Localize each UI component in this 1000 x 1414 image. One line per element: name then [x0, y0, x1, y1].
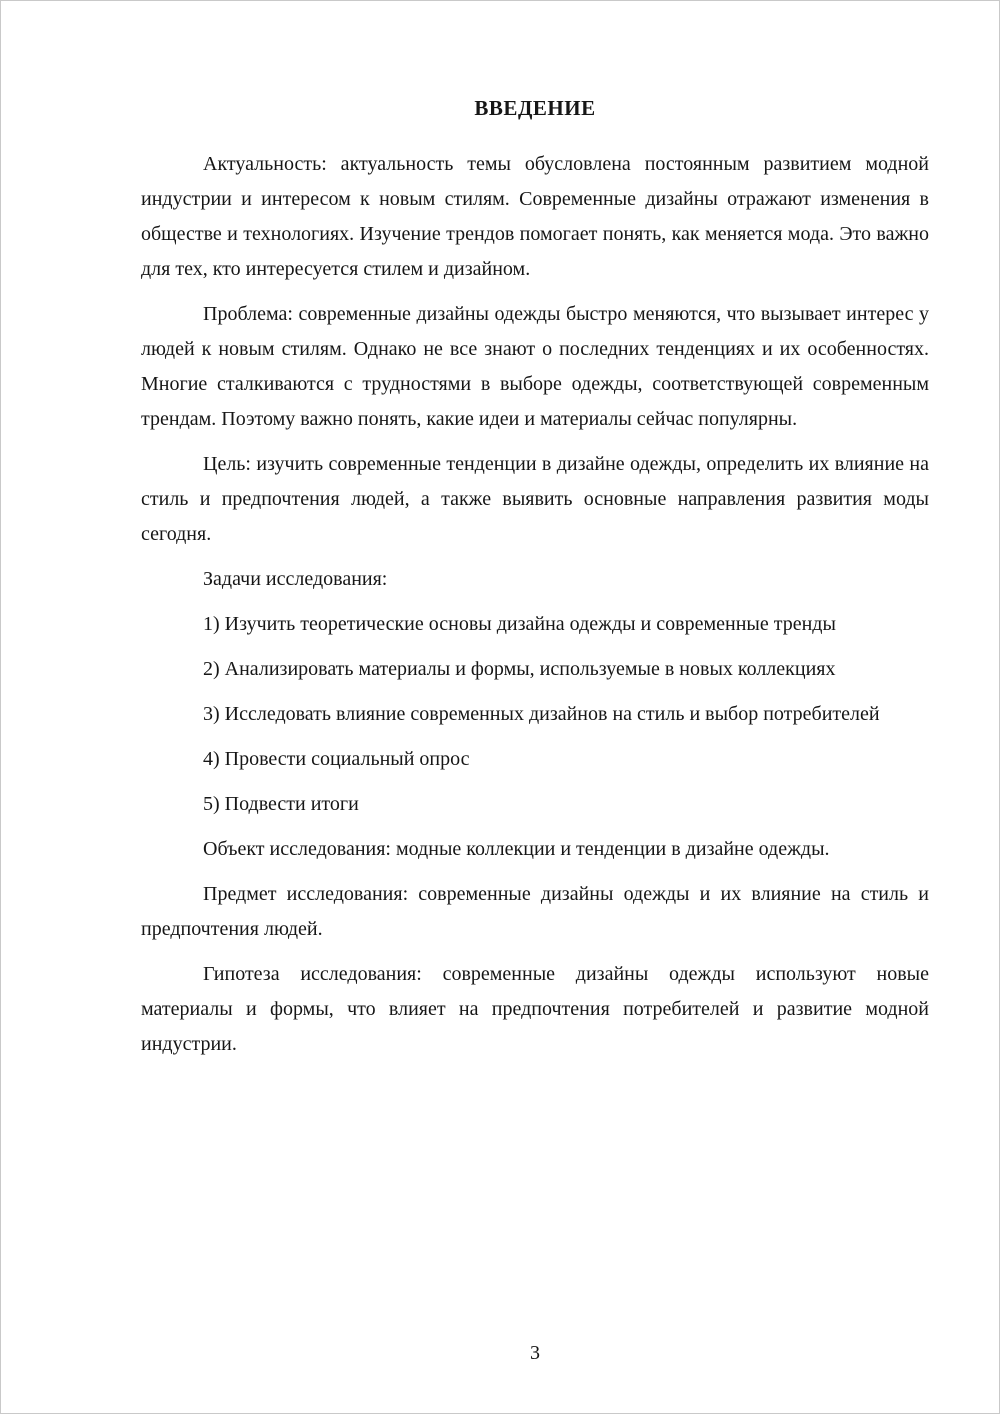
paragraph-relevance: Актуальность: актуальность темы обусловлена постоянным развитием модной индустрии и интересом к новым стилям. Современные дизайны отражают изменения в обществе и технологиях. Изучение трендов помогает понять, как меняется мода. Это важно для тех, кто интересуется стилем и дизайном.: [141, 153, 929, 280]
document-content: [1, 1, 999, 1062]
task-list-item-2: 2) Анализировать материалы и формы, используемые в новых коллекциях: [203, 658, 836, 680]
section-title: ВВЕДЕНИЕ: [474, 96, 596, 120]
task-list-item-4: 4) Провести социальный опрос: [203, 748, 470, 770]
paragraph-goal: Цель: изучить современные тенденции в дизайне одежды, определить их влияние на стиль и предпочтения людей, а также выявить основные направления развития моды сегодня.: [141, 453, 929, 545]
paragraph-problem: Проблема: современные дизайны одежды быстро меняются, что вызывает интерес у людей к новым стилям. Однако не все знают о последних тенденциях и их особенностях. Многие сталкиваются с трудностями в выборе одежды, соответствующей современным трендам. Поэтому важно понять, какие идеи и материалы сейчас популярны.: [141, 303, 929, 430]
task-list-item-3: 3) Исследовать влияние современных дизайнов на стиль и выбор потребителей: [203, 703, 880, 725]
paragraph-tasks-heading: Задачи исследования:: [203, 568, 388, 590]
paragraph-hypothesis: Гипотеза исследования: современные дизайны одежды используют новые материалы и формы, что влияет на предпочтения потребителей и развитие модной индустрии.: [141, 963, 929, 1055]
task-list-item-5: 5) Подвести итоги: [203, 793, 359, 815]
task-list-item-1: 1) Изучить теоретические основы дизайна одежды и современные тренды: [203, 613, 836, 635]
page-number: 3: [530, 1342, 540, 1364]
paragraph-subject: Предмет исследования: современные дизайны одежды и их влияние на стиль и предпочтения людей.: [141, 883, 929, 940]
paragraph-object: Объект исследования: модные коллекции и тенденции в дизайне одежды.: [203, 838, 830, 860]
